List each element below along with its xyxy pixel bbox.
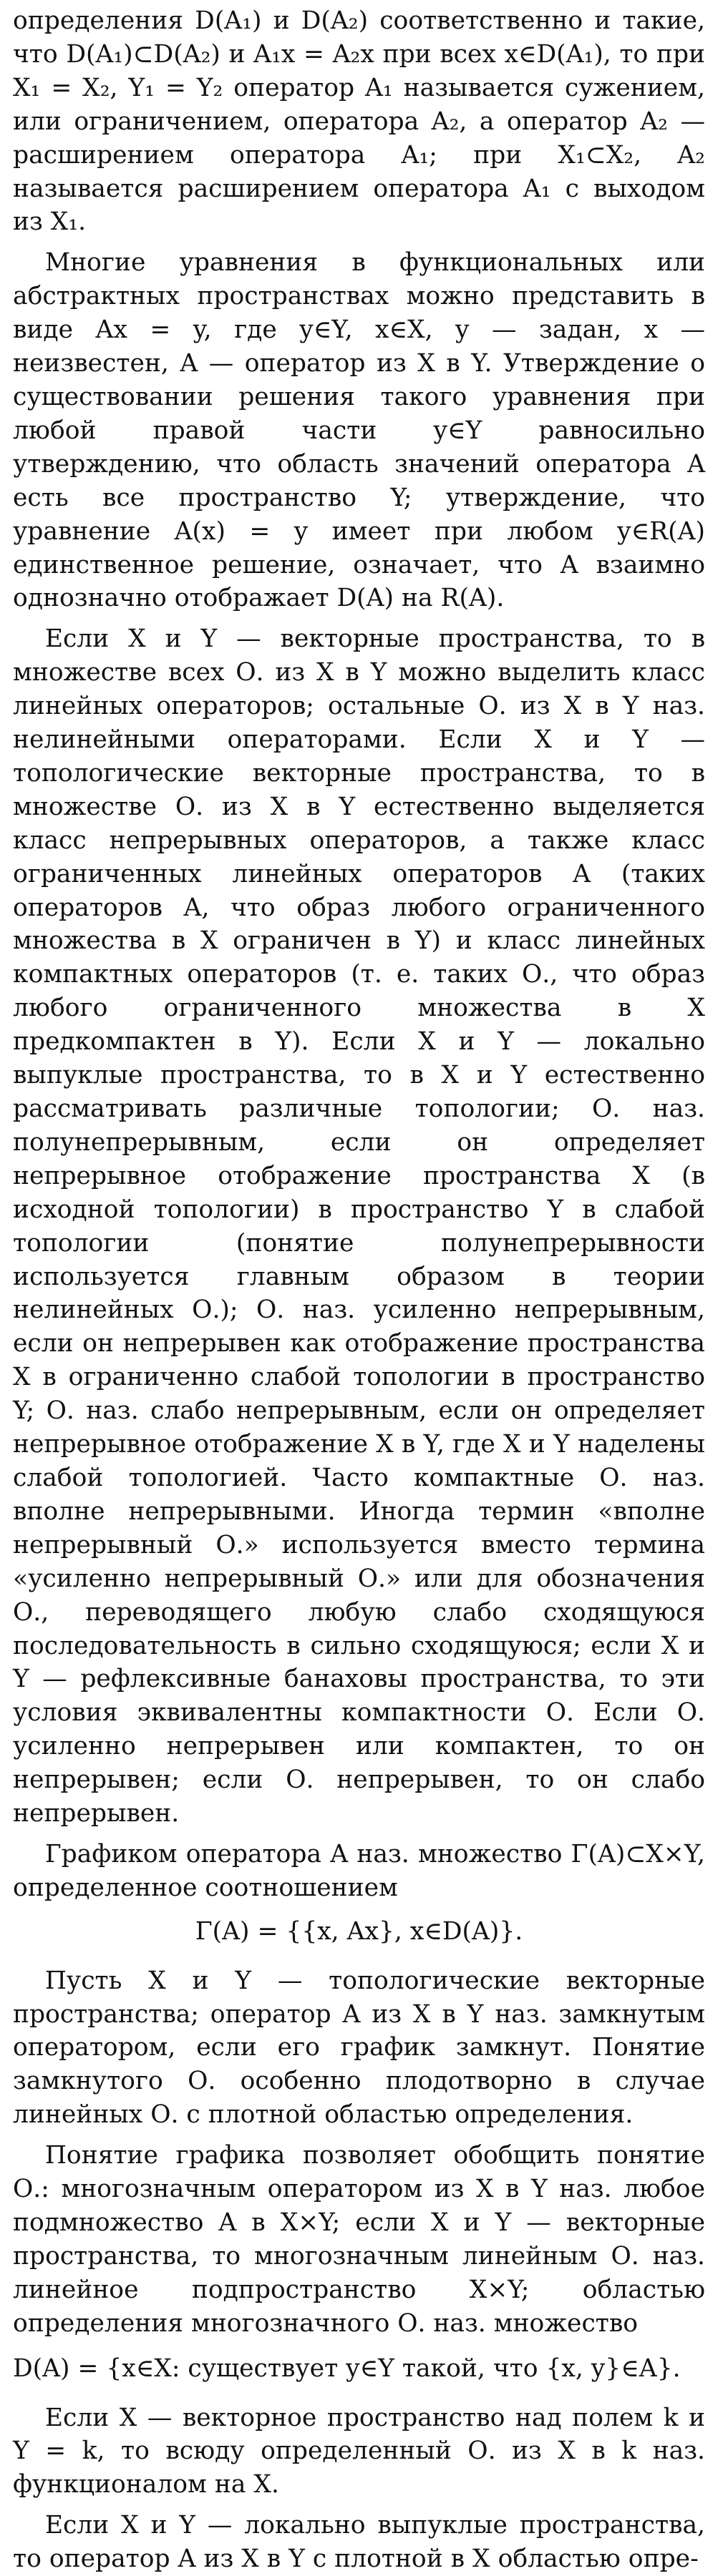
formula-domain: D(A) = {x∈X: существует y∈Y такой, что {x, y}∈A}.	[13, 2354, 681, 2383]
paragraph-functional: Если X — векторное пространство над полем k и Y = k, то всюду определенный О. из X в k наз. функционалом на X.	[13, 2403, 705, 2499]
paragraph-graph-definition: Графиком оператора A наз. множество Γ(A)⊂X×Y, определенное соотношением	[13, 1839, 705, 1902]
paragraph-operator-restriction: определения D(A₁) и D(A₂) соответственно и такие, что D(A₁)⊂D(A₂) и A₁x = A₂x при всех x∈D(A₁), то при X₁ = X₂, Y₁ = Y₂ оператор A₁ называется сужением, или ограничением, оператора A₂, а оператор A₂ — расширением оператора A₁; при X₁⊂X₂, A₂ называется расширением оператора A₁ с выходом из X₁.	[13, 6, 705, 237]
paragraph-equations: Многие уравнения в функциональных или абстрактных пространствах можно представить в виде Ax = y, где y∈Y, x∈X, y — задан, x — неизвестен, A — оператор из X в Y. Утверждение о существовании решения такого уравнения при любой правой части y∈Y равносильно утверждению, что область значений оператора A есть все пространство Y; утверждение, что уравнение A(x) = y имеет при любом y∈R(A) единственное решение, означает, что A взаимно однозначно отображает D(A) на R(A).	[13, 248, 705, 613]
paragraph-closed-operator: Пусть X и Y — топологические векторные пространства; оператор A из X в Y наз. замкнутым оператором, если его график замкнут. Понятие замкнутого О. особенно плодотворно в случае линейных О. с плотной областью определения.	[13, 1966, 705, 2130]
paragraph-operator-classes: Если X и Y — векторные пространства, то в множестве всех О. из X в Y можно выделить класс линейных операторов; остальные О. из X в Y наз. нелинейными операторами. Если X и Y — топологические векторные пространства, то в множестве О. из X в Y естественно выделяется класс непрерывных операторов, а также класс ограниченных линейных операторов A (таких операторов A, что образ любого ограниченного множества в X ограничен в Y) и класс линейных компактных операторов (т. е. таких О., что образ любого ограниченного множества в X предкомпактен в Y). Если X и Y — локально выпуклые пространства, то в X и Y естественно рассматривать различные топологии; О. наз. полунепрерывным, если он определяет непрерывное отображение пространства X (в исходной топологии) в пространство Y в слабой топологии (понятие полунепрерывности используется главным образом в теории нелинейных О.); О. наз. усиленно непрерывным, если он непрерывен как отображение пространства X в ограниченно слабой топологии в пространство Y; О. наз. слабо непрерывным, если он определяет непрерывное отображение X в Y, где X и Y наделены слабой топологией. Часто компактные О. наз. вполне непрерывными. Иногда термин «вполне непрерывный О.» используется вместо термина «усиленно непрерывный О.» или для обозначения О., переводящего любую слабо сходящуюся последовательность в сильно сходящуюся; если X и Y — рефлексивные банаховы пространства, то эти условия эквивалентны компактности О. Если О. усиленно непрерывен или компактен, то он непрерывен; если О. непрерывен, то он слабо непрерывен.	[13, 625, 705, 1828]
paragraph-locally-convex: Если X и Y — локально выпуклые пространства, то оператор A из X в Y с плотной в X областью опре-	[13, 2511, 705, 2574]
formula-graph: Γ(A) = {{x, Ax}, x∈D(A)}.	[195, 1916, 523, 1946]
paragraph-multivalued-operator: Понятие графика позволяет обобщить понятие О.: многозначным оператором из X в Y наз. любое подмножество A в X×Y; если X и Y — векторные пространства, то многозначным линейным О. наз. линейное подпространство X×Y; областью определения многозначного О. наз. множество	[13, 2141, 705, 2338]
